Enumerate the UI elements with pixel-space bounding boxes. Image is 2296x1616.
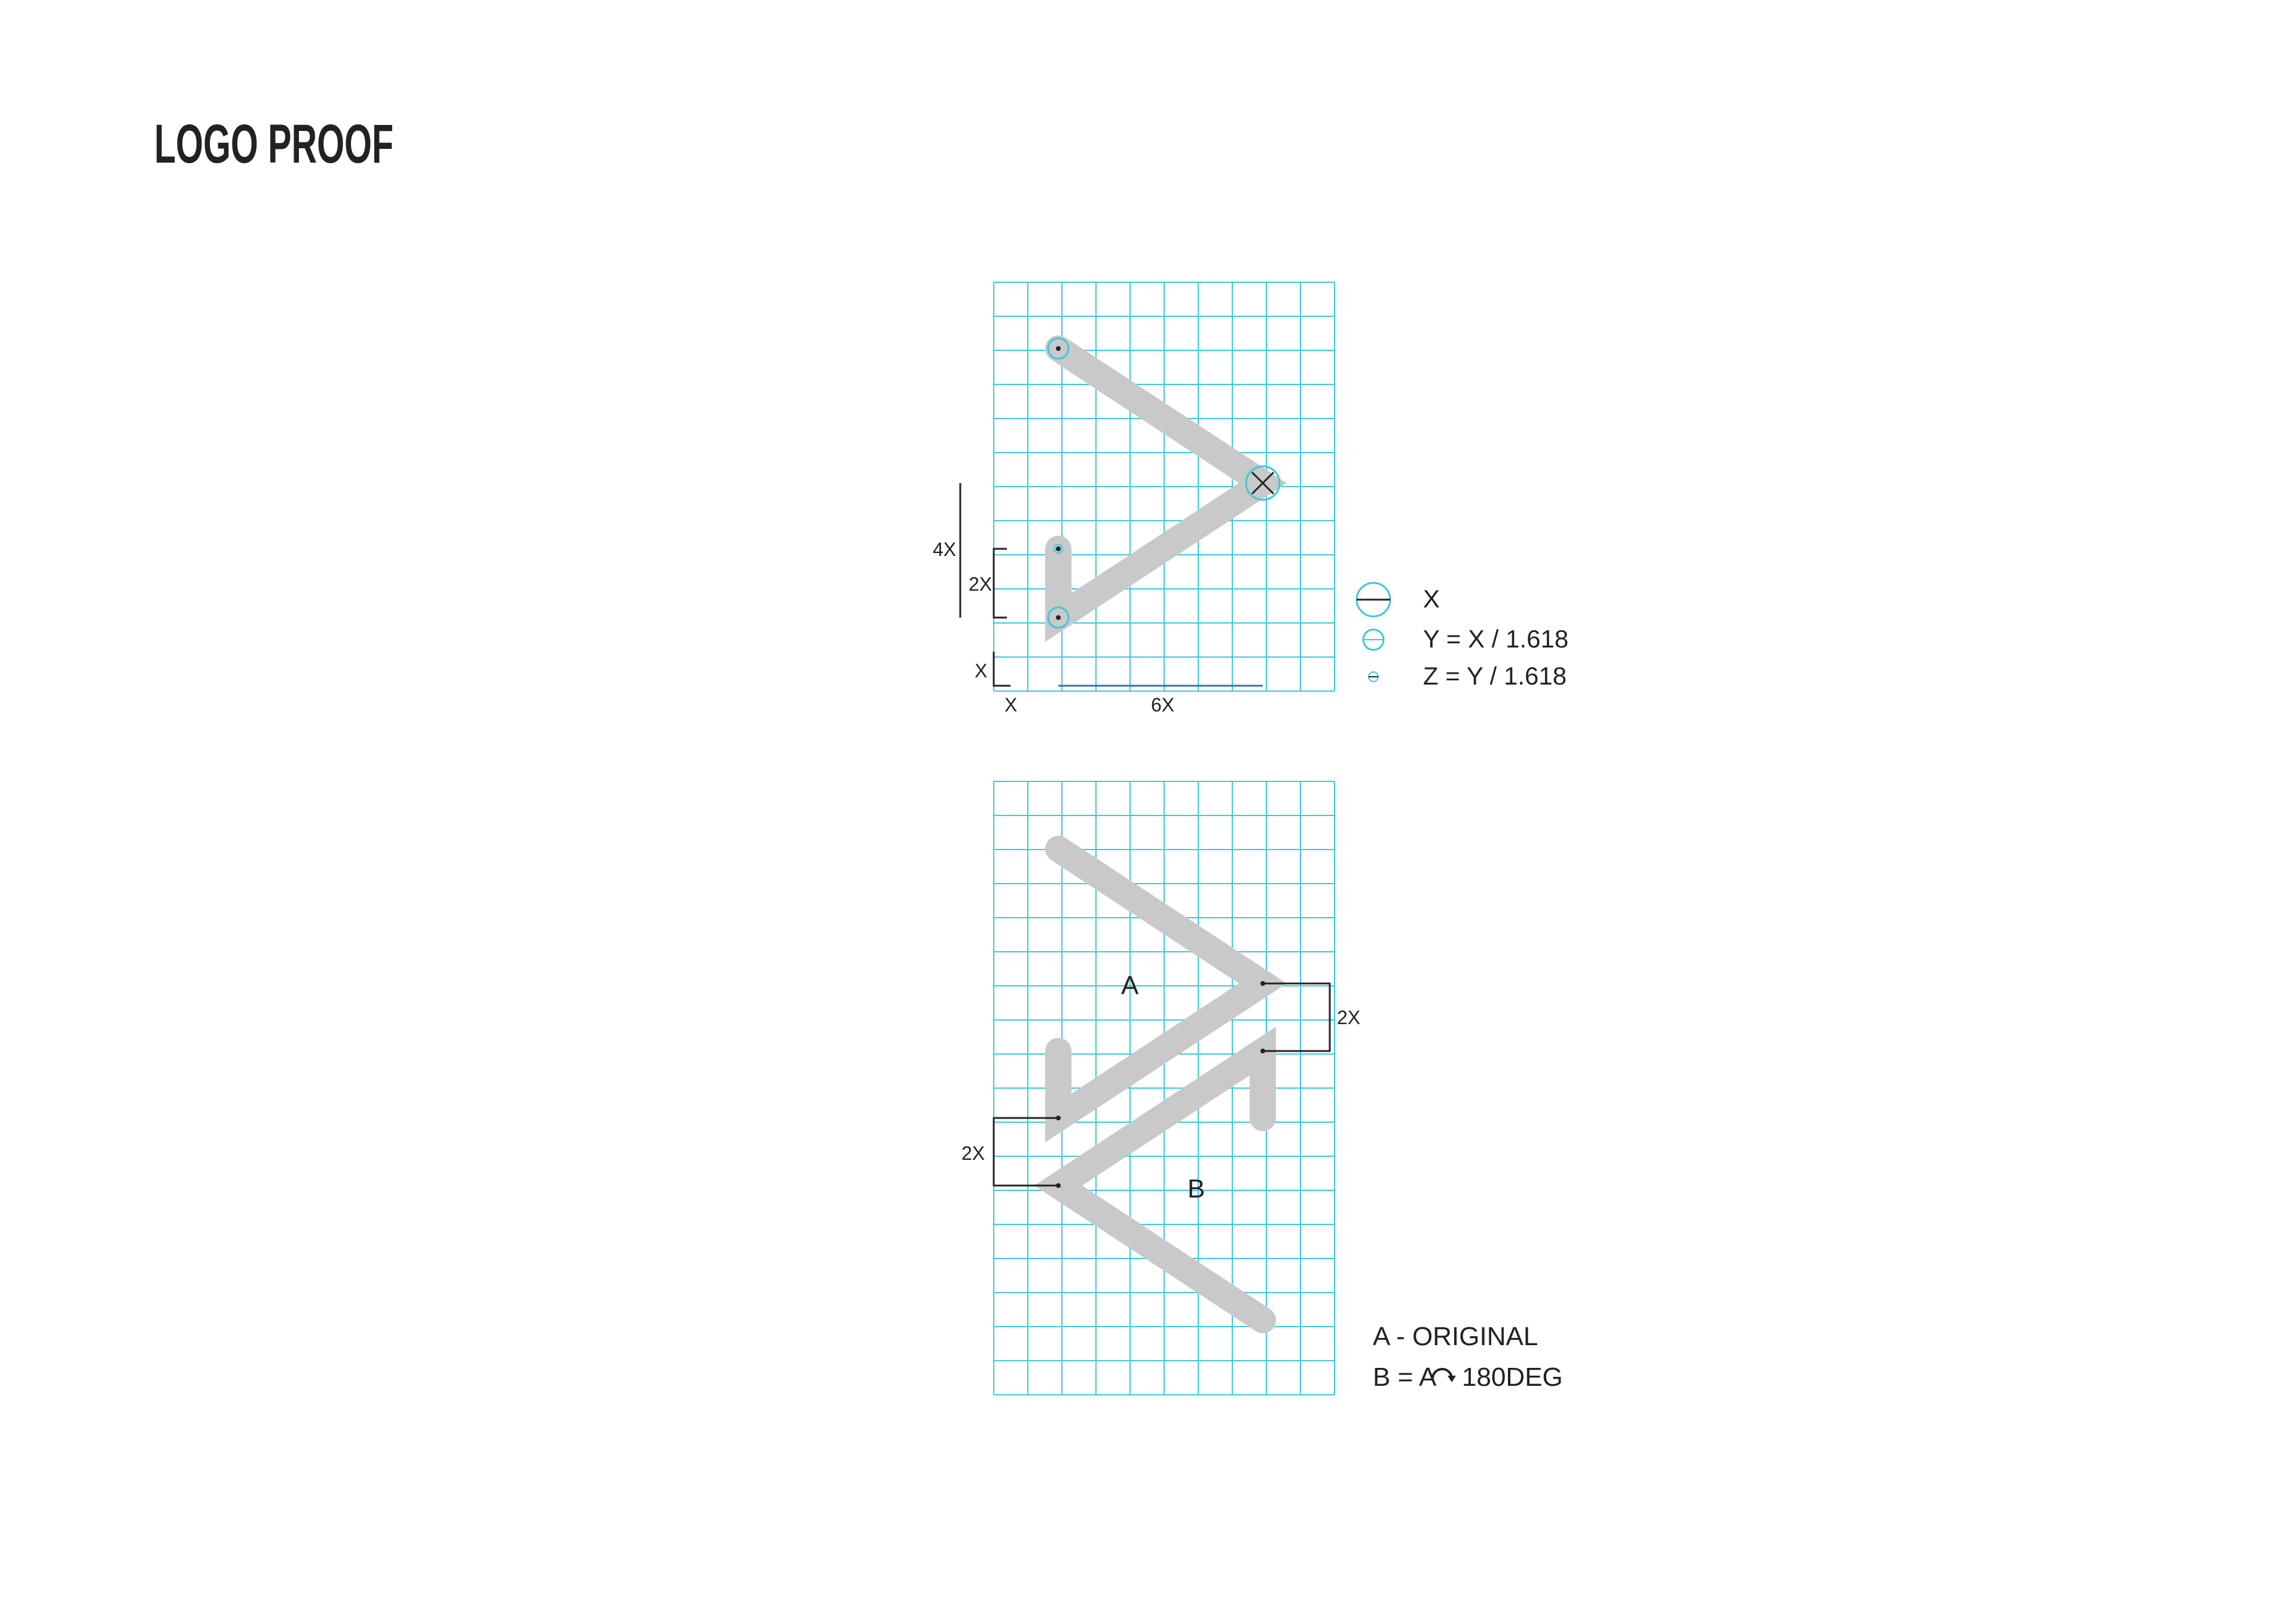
legend-y-label: Y = X / 1.618 xyxy=(1423,625,1569,653)
legend-a-original: A - ORIGINAL xyxy=(1373,1322,1538,1351)
legend-z-label: Z = Y / 1.618 xyxy=(1423,662,1567,690)
dim-left-label: 2X xyxy=(961,1142,985,1164)
proof-panel xyxy=(933,282,1568,716)
rotation-panel xyxy=(961,781,1563,1395)
dim-x-vertical-label: X xyxy=(975,660,988,682)
label-a: A xyxy=(1121,971,1139,1000)
rotation-grid xyxy=(994,781,1335,1395)
dim-2x-label: 2X xyxy=(969,573,993,595)
legend-x-label: X xyxy=(1423,585,1440,613)
page-title: LOGO PROOF xyxy=(154,114,393,175)
dim-right-label: 2X xyxy=(1337,1007,1361,1028)
point-bottom xyxy=(1056,615,1061,620)
legend-b-suffix: 180DEG xyxy=(1462,1363,1563,1392)
point-top xyxy=(1056,346,1061,351)
proof-legend xyxy=(1357,583,1568,690)
legend-b-prefix: B = A xyxy=(1373,1363,1437,1392)
dim-2x-bracket xyxy=(994,549,1007,618)
rotate-clockwise-arrowhead xyxy=(1448,1376,1456,1382)
dim-x-horizontal-label: X xyxy=(1004,694,1018,716)
label-b: B xyxy=(1187,1174,1205,1203)
rotation-dimension-lines xyxy=(994,983,1330,1186)
dim-4x-label: 4X xyxy=(933,539,957,560)
point-tail xyxy=(1056,546,1061,551)
dim-6x-label: 6X xyxy=(1151,694,1175,716)
rotation-legend xyxy=(1373,1322,1563,1392)
proof-grid xyxy=(994,282,1335,691)
